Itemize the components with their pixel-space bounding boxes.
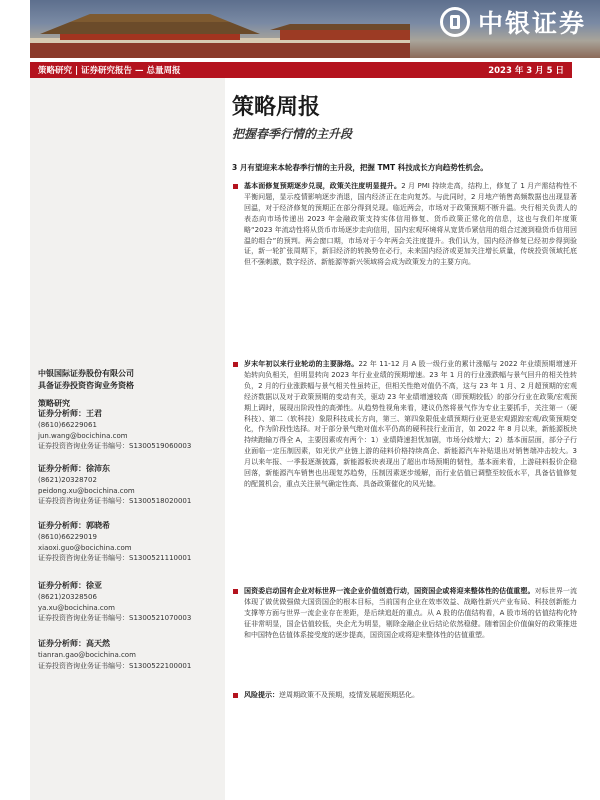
analyst-card <box>38 463 223 507</box>
bank-logo-icon <box>440 7 470 37</box>
analyst-license: 证券投资咨询业务证书编号：S1300518020001 <box>38 497 192 505</box>
analyst-phone: (8610)66229019 <box>38 533 97 541</box>
risk-warning <box>232 690 577 701</box>
analyst-email[interactable]: peidong.xu@bocichina.com <box>38 486 135 495</box>
key-point-body: 2 月 PMI 持续走高，结构上，修复了 1 月产需结构性不平衡问题，显示疫情影响逐步消退，国内经济正在走向复苏。与此同时，2 月地产销售高频数据也出现显著回温，对于经济修复的预期正在部分得到兑现。临近两会，市场对于政策预期不断升温。央行相关负责人的表态向市场传递出 2023 年金融政策支持实体信用修复、货币政策正常化的信息，这也与我们年度策略“2023 年流动性将从货币市场逐步走向信用，国内宏观环境将从宽货币紧信用的组合过渡到稳货币信用回温的组合”的预判。两会窗口期，市场对于今年两会关注度提升。我们认为，国内经济修复已经初步得到验证，新一轮扩张周期下，新旧经济的转换势在必行，未来国内经济或更加关注增长质量，传统投资领域托底但不强刺激，数字经济、新能源等新兴领域将会成为政策发力的主要方向。 <box>244 182 578 267</box>
header-banner <box>30 0 600 58</box>
organization-name <box>38 368 134 392</box>
analyst-email[interactable]: jun.wang@bocichina.com <box>38 431 128 440</box>
bullet-icon <box>233 693 238 698</box>
analyst-license: 证券投资咨询业务证书编号：S1300519060003 <box>38 442 192 450</box>
bullet-icon <box>233 184 238 189</box>
report-subtitle: 把握春季行情的主升段 <box>232 127 353 141</box>
analyst-license: 证券投资咨询业务证书编号：S1300521070003 <box>38 614 192 622</box>
key-point <box>232 181 577 268</box>
risk-heading: 风险提示： <box>244 691 279 699</box>
report-category: 策略研究 | 证券研究报告 — 总量周报 <box>38 66 181 76</box>
analyst-email[interactable]: tianran.gao@bocichina.com <box>38 651 136 659</box>
key-point-heading: 基本面修复预期逐步兑现，政策关注度明显提升。 <box>244 182 402 190</box>
key-point <box>232 586 577 641</box>
key-point-heading: 国资委启动国有企业对标世界一流企业价值创造行动，国资国企或将迎来整体性的估值重塑。 <box>244 587 535 595</box>
analyst-name: 证券分析师：王君 <box>38 409 102 418</box>
brand-name: 中银证券 <box>477 9 586 38</box>
report-title: 策略周报 <box>232 95 321 120</box>
analyst-license: 证券投资咨询业务证书编号：S1300521110001 <box>38 554 192 562</box>
analyst-name: 证券分析师：徐沛东 <box>38 464 110 473</box>
bullet-icon <box>233 362 238 367</box>
analyst-name: 证券分析师：郭晓希 <box>38 521 110 530</box>
organization-line: 中银国际证券股份有限公司 <box>38 369 134 378</box>
analyst-name: 证券分析师：高天然 <box>38 639 110 648</box>
key-point-heading: 岁末年初以来行业轮动的主要脉络。 <box>244 360 359 368</box>
key-point-body: 对标世界一流体现了做优做强做大国资国企的根本目标，当前国有企业在效率效益、战略性新兴产业布局、科技创新能力支撑等方面与世界一流企业存在差距，是后续追赶的重点。从 A 股的估值结构看，A 股市场的估值结构化特征非常明显，国企估值较低，央企尤为明显，剔除金融企业后结论依然稳健。随着国企价值偏好的政策推进和中国特色估值体系接受度的逐步提高，国资国企或将迎来整体性的估值重塑。 <box>244 587 578 639</box>
risk-body: 逆周期政策不及预期，疫情发展超预期恶化。 <box>279 691 419 699</box>
analyst-license: 证券投资咨询业务证书编号：S1300522100001 <box>38 661 192 670</box>
report-lead: 3 月有望迎来本轮春季行情的主升段，把握 TMT 科技成长方向趋势性机会。 <box>232 163 488 172</box>
analyst-name: 证券分析师：徐亚 <box>38 581 102 590</box>
analyst-phone: (8621)20328506 <box>38 593 97 601</box>
analyst-phone: (8621)20328702 <box>38 476 97 484</box>
sidebar-section-title: 策略研究 <box>38 399 70 408</box>
brand-logo <box>440 4 586 40</box>
report-category-bar <box>30 62 572 78</box>
key-point-body: 22 年 11-12 月 A 股一级行业的累计涨幅与 2022 年业绩预期增速开始转向负相关，但明显转向 2023 年行业业绩的预期增速。23 年 1 月的行业涨跌幅与景气回升的相关性转负，2 月的行业涨跌幅与景气相关性虽转正，但相关性绝对值仍不高，这与 23 年 1 月、2 月超预期的宏观经济数据以及对于政策预期的变动有关，驱动 23 年业绩增速较高（即预期较低）的部分行业在政策/宏观预期上调时，展现出阶段性的高弹性。从趋势性视角来看，建议仍然将景气作为专业主要抓手，关注第一（硬科技）、第二（软科技）象限科技成长方向，第三、第四象限低业绩预期行业更是宏观跟踪宏观/政策预期变化，作为阶段性选择。对于部分景气绝对值水平仍高的硬科技行业而言，如 2022 年 8 月以来，新能源板块持续跑输万得全 A，主要因素或有两个：1）业绩降速担忧加剧，市场分歧增大；2）基本面层面，部分子行业面临一定压制因素，如光伏产业链上游的硅料价格持续高企、新能源汽车补贴退出对销售端冲击较大。3 月以来年报、一季报逐渐披露，新能源板块表现出了超出市场预期的韧性，基本面来看，上游硅料报价企稳回落，新能源汽车销售也出现复苏趋势，压制因素逐步缓解，而行业估值已调整至较低水平，具备估值修复的配置机会，重点关注景气确定性高、具备政策催化的风光储。 <box>244 360 577 488</box>
palace-image <box>30 0 410 58</box>
analyst-card <box>38 520 223 564</box>
report-date: 2023 年 3 月 5 日 <box>488 66 564 76</box>
analyst-card <box>38 638 223 671</box>
analyst-card <box>38 408 223 452</box>
key-point <box>232 359 577 490</box>
analyst-email[interactable]: xiaoxi.guo@bocichina.com <box>38 543 132 552</box>
bullet-icon <box>233 589 238 594</box>
analyst-card <box>38 580 223 624</box>
sidebar <box>30 78 225 800</box>
organization-line: 具备证券投资咨询业务资格 <box>38 381 134 390</box>
analyst-email[interactable]: ya.xu@bocichina.com <box>38 603 115 612</box>
analyst-phone: (8610)66229061 <box>38 421 97 429</box>
